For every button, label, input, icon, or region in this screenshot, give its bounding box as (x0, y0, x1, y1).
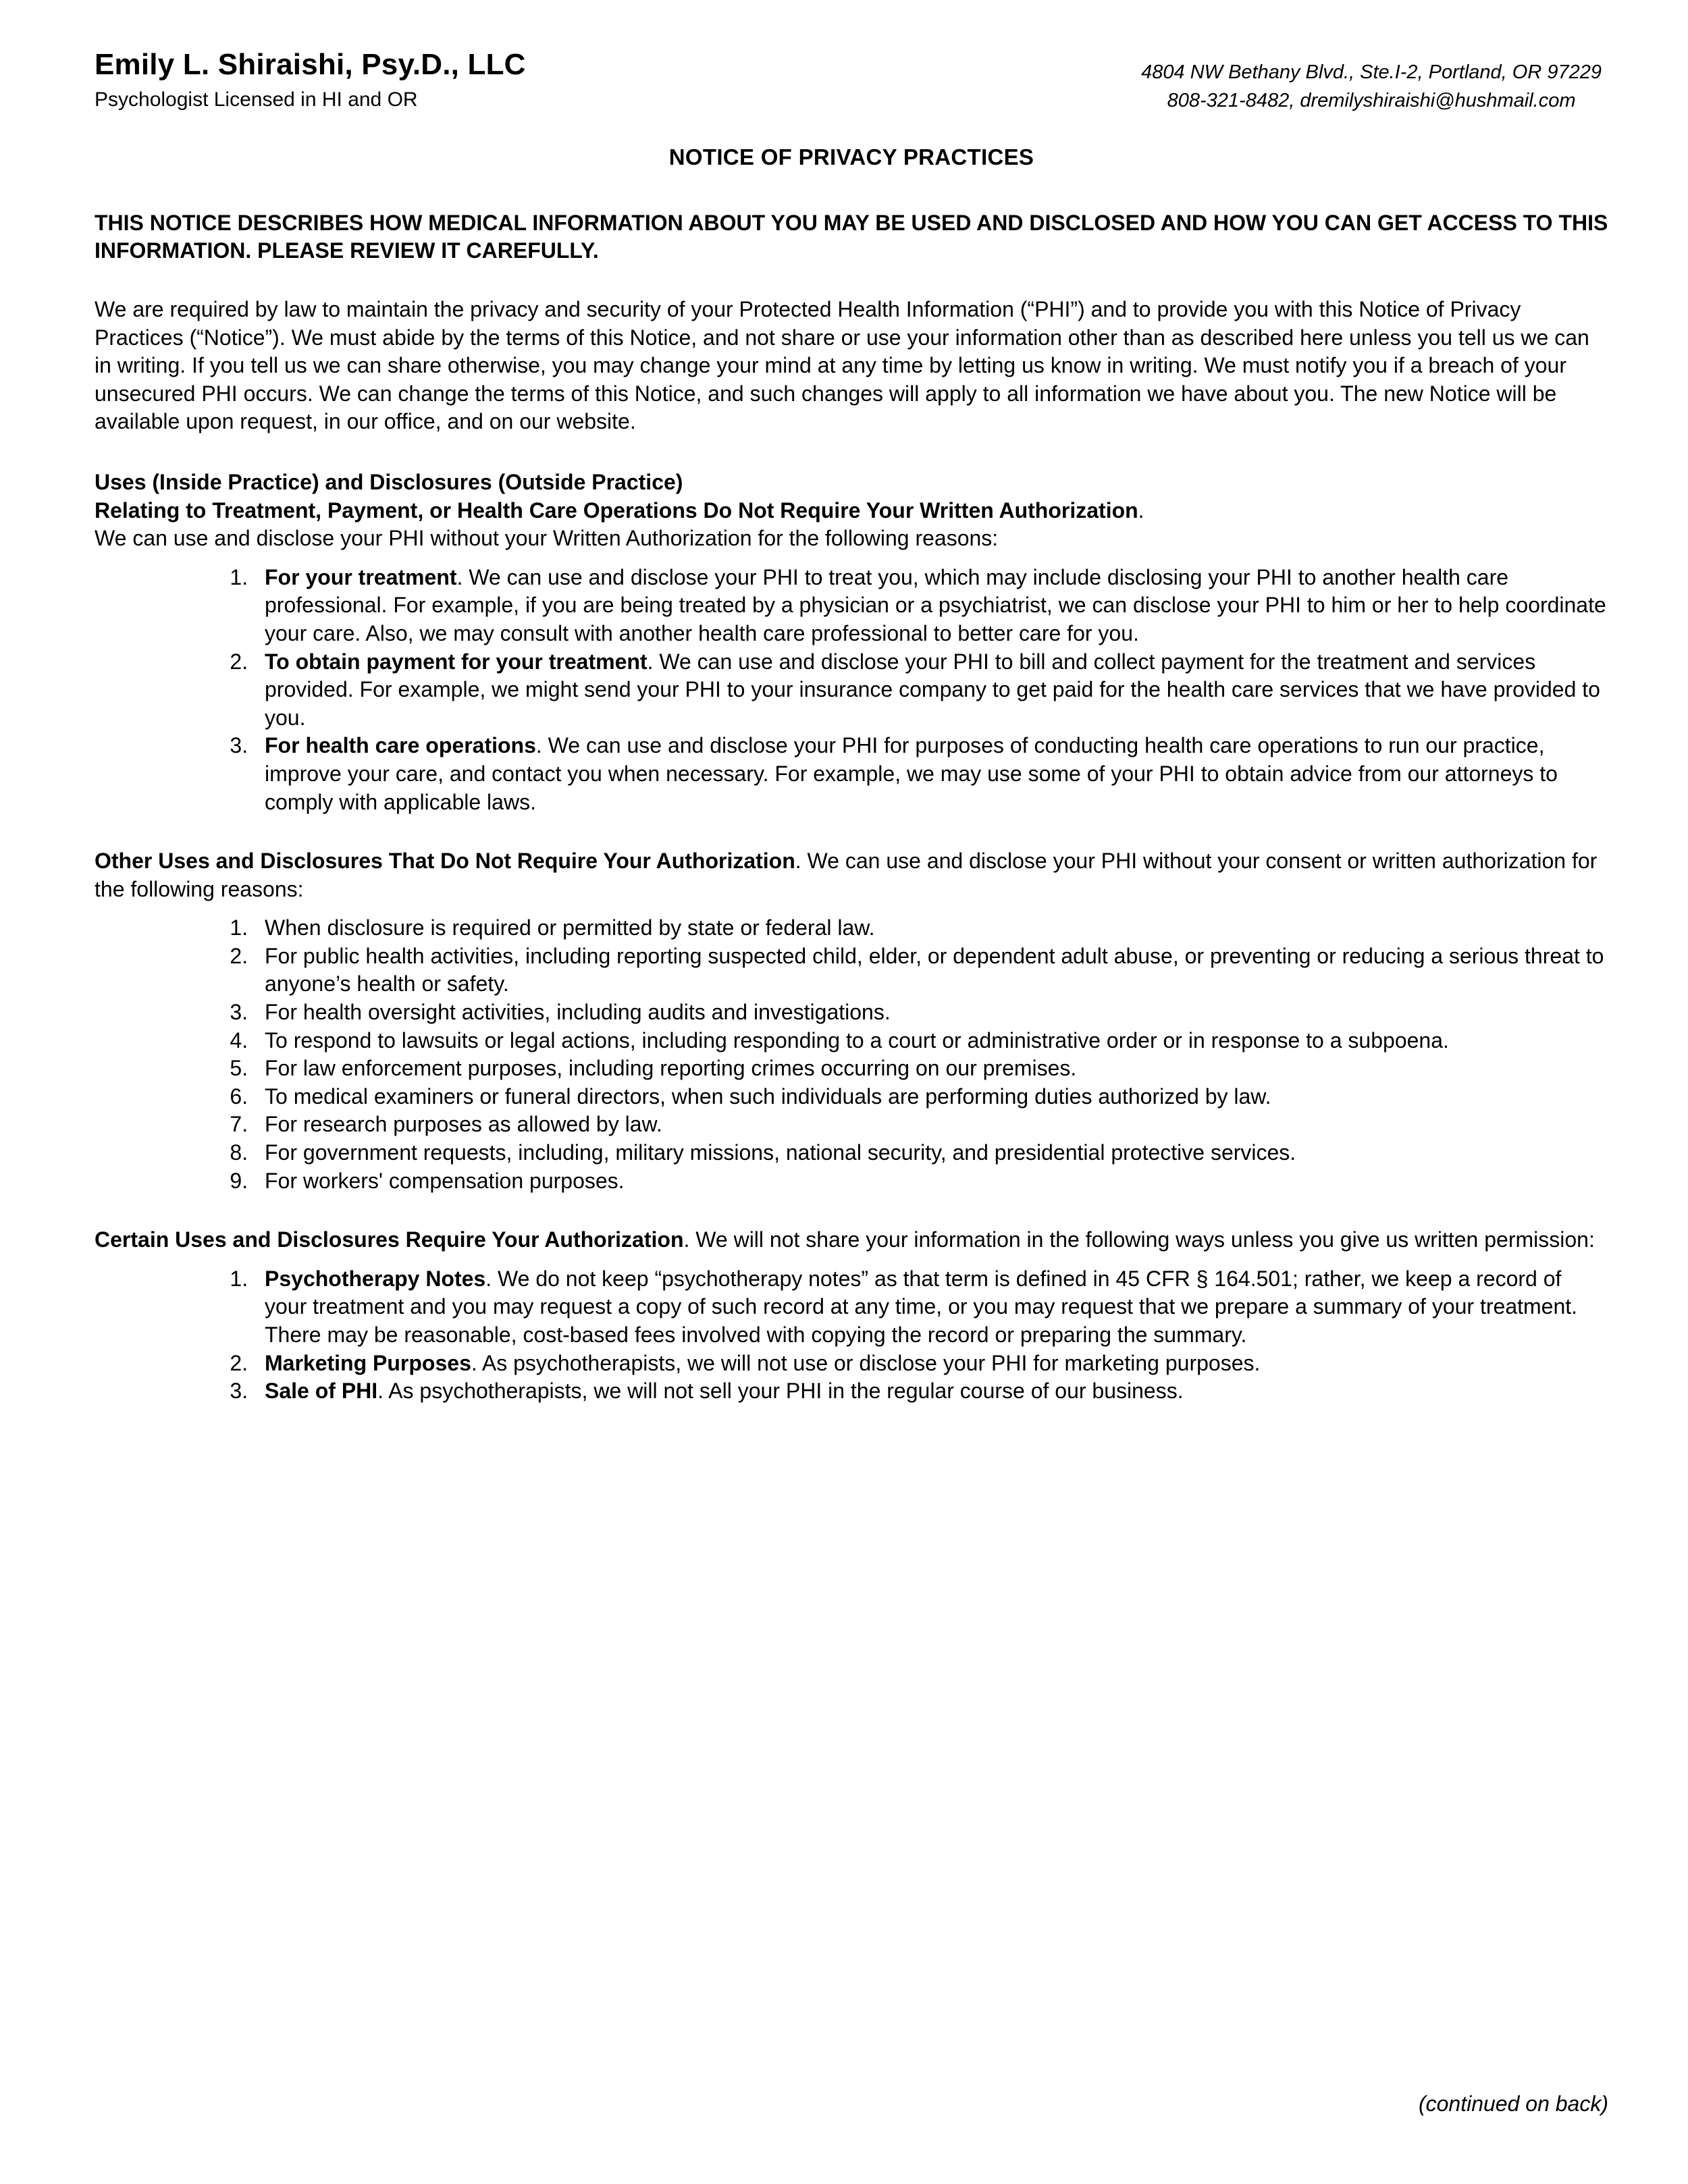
list-item (254, 732, 1608, 816)
section1-lead: We can use and disclose your PHI without your Written Authorization for the following reasons: (95, 526, 999, 551)
list-item: 5. For law enforcement purposes, including reporting crimes occurring on our premises. (254, 1055, 1608, 1083)
practice-address: 4804 NW Bethany Blvd., Ste.I-2, Portland, OR 97229 (1141, 61, 1602, 83)
section3-heading-bold: Certain Uses and Disclosures Require Your Authorization (95, 1227, 684, 1252)
letterhead-left (95, 49, 526, 112)
list-item-label: Psychotherapy Notes (265, 1266, 486, 1291)
practice-contact: 808-321-8482, dremilyshiraishi@hushmail.com (1167, 90, 1576, 112)
continued-note: (continued on back) (1418, 2092, 1608, 2116)
letterhead-contact (1141, 49, 1608, 115)
list-item-label: Sale of PHI (265, 1379, 378, 1404)
list-item (254, 1350, 1608, 1378)
notice-summary: THIS NOTICE DESCRIBES HOW MEDICAL INFORMATION ABOUT YOU MAY BE USED AND DISCLOSED AND HOW YOU CAN GET ACCESS TO THIS INFORMATION. PLEASE REVIEW IT CAREFULLY. (95, 211, 1608, 263)
list-item: 6. To medical examiners or funeral directors, when such individuals are performing duties authorized by law. (254, 1083, 1608, 1111)
section1-list (95, 564, 1608, 816)
list-item-label: Marketing Purposes (265, 1350, 471, 1375)
section1-heading-line2-tail: . (1138, 498, 1144, 523)
page-title: NOTICE OF PRIVACY PRACTICES (668, 144, 1034, 170)
list-item: 9. For workers' compensation purposes. (254, 1167, 1608, 1196)
practice-name: Emily L. Shiraishi, Psy.D., LLC (95, 48, 526, 81)
list-item: 3. For health oversight activities, including audits and investigations. (254, 998, 1608, 1027)
list-item-text: . We can use and disclose your PHI to bill and collect payment for the treatment and services provided. For example, we might send your PHI to your insurance company to get paid for the health care services that we have provided to you. (265, 649, 1600, 730)
list-item-text: . We can use and disclose your PHI for purposes of conducting health care operations to run our practice, improve your care, and contact you when necessary. For example, we may use some of your PHI to obtain advice from our attorneys to comply with applicable laws. (265, 733, 1558, 814)
practice-subtitle: Psychologist Licensed in HI and OR (95, 88, 418, 111)
list-item-label: To obtain payment for your treatment (265, 649, 648, 674)
section2-heading (95, 847, 1608, 903)
list-item (254, 1377, 1608, 1406)
list-item-label: For health care operations (265, 733, 536, 758)
section1-heading (95, 469, 1608, 525)
section1-heading-line1: Uses (Inside Practice) and Disclosures (Outside Practice) (95, 469, 683, 494)
list-item-text: . As psychotherapists, we will not sell your PHI in the regular course of our business. (377, 1379, 1184, 1404)
section3-list (95, 1265, 1608, 1406)
list-item: 1. When disclosure is required or permitted by state or federal law. (254, 914, 1608, 942)
list-item (254, 1265, 1608, 1350)
section2-heading-bold: Other Uses and Disclosures That Do Not Require Your Authorization (95, 849, 795, 874)
list-item-label: For your treatment (265, 564, 457, 589)
list-item: 2. For public health activities, including reporting suspected child, elder, or dependent adult abuse, or preventing or reducing a serious threat to anyone’s health or safety. (254, 942, 1608, 998)
section2-list (95, 914, 1608, 1195)
letterhead (95, 49, 1608, 115)
intro-paragraph: We are required by law to maintain the privacy and security of your Protected Health Information (“PHI”) and to provide you with this Notice of Privacy Practices (“Notice”). We must abide by the terms of this Notice, and not share or use your information other than as described here unless you tell us we can in writing. If you tell us we can share otherwise, you may change your mind at any time by letting us know in writing. We must notify you if a breach of your unsecured PHI occurs. We can change the terms of this Notice, and such changes will apply to all information we have about you. The new Notice will be available upon request, in our office, and on our website. (95, 297, 1589, 434)
list-item-text: . We can use and disclose your PHI to treat you, which may include disclosing your PHI to another health care professional. For example, if you are being treated by a physician or a psychiatrist, we can disclose your PHI to him or her to help coordinate your care. Also, we may consult with another health care professional to better care for you. (265, 564, 1606, 645)
list-item: 7. For research purposes as allowed by law. (254, 1111, 1608, 1139)
list-item (254, 648, 1608, 733)
section1-heading-line2 (95, 497, 1608, 525)
list-item: 8. For government requests, including, military missions, national security, and presidential protective services. (254, 1139, 1608, 1167)
section3-heading-tail: . We will not share your information in the following ways unless you give us written permission: (683, 1227, 1595, 1252)
list-item-text: . We do not keep “psychotherapy notes” as that term is defined in 45 CFR § 164.501; rather, we keep a record of your treatment and you may request a copy of such record at any time, or you may request that we prepare a summary of your treatment. There may be reasonable, cost-based fees involved with copying the record or preparing the summary. (265, 1266, 1578, 1347)
list-item (254, 564, 1608, 648)
list-item: 4. To respond to lawsuits or legal actions, including responding to a court or administrative order or in response to a subpoena. (254, 1027, 1608, 1055)
list-item-text: . As psychotherapists, we will not use or disclose your PHI for marketing purposes. (471, 1350, 1261, 1375)
section2-heading-tail: . We can use and disclose your PHI without your consent or written authorization for the following reasons: (95, 849, 1598, 901)
section3-heading (95, 1226, 1608, 1254)
section1-heading-line2-bold: Relating to Treatment, Payment, or Health Care Operations Do Not Require Your Written Authorization (95, 498, 1138, 523)
